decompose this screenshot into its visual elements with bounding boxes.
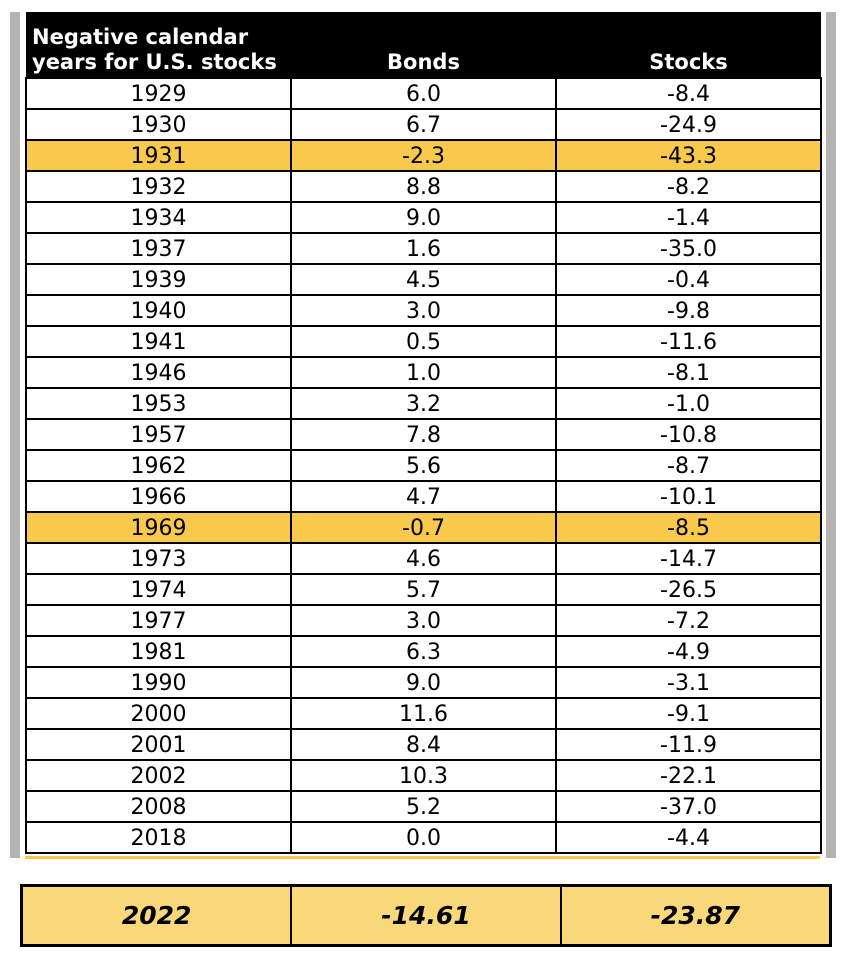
table-row: [26, 698, 821, 729]
header-line-1: Negative calendar: [32, 25, 249, 49]
bonds-cell: 4.5: [291, 264, 556, 295]
year-cell: 2002: [26, 760, 291, 791]
bonds-cell: 6.0: [291, 78, 556, 109]
year-cell: 1990: [26, 667, 291, 698]
table-row: [26, 264, 821, 295]
table-row: [26, 357, 821, 388]
stocks-cell: -0.4: [556, 264, 821, 295]
stocks-cell: -8.2: [556, 171, 821, 202]
table-row: [26, 760, 821, 791]
partial-highlight-row: [25, 856, 820, 859]
year-cell: 2001: [26, 729, 291, 760]
stocks-cell: -9.8: [556, 295, 821, 326]
returns-table: [25, 12, 822, 854]
bonds-cell: 4.7: [291, 481, 556, 512]
stocks-cell: -7.2: [556, 605, 821, 636]
stocks-cell: -37.0: [556, 791, 821, 822]
table-row-highlighted: [26, 140, 821, 171]
bonds-cell: 3.0: [291, 295, 556, 326]
stocks-cell: -35.0: [556, 233, 821, 264]
summary-year: 2022: [121, 901, 192, 930]
header-line-2: years for U.S. stocks: [32, 50, 277, 74]
table-row: [26, 543, 821, 574]
bonds-cell: 1.6: [291, 233, 556, 264]
bonds-cell: 6.3: [291, 636, 556, 667]
year-cell: 1937: [26, 233, 291, 264]
table-row: [26, 574, 821, 605]
table-row: [26, 388, 821, 419]
year-cell: 1931: [26, 140, 291, 171]
year-cell: 1941: [26, 326, 291, 357]
table-row: [26, 295, 821, 326]
header-bonds: Bonds: [291, 12, 556, 78]
table-row: [26, 481, 821, 512]
bonds-cell: -2.3: [291, 140, 556, 171]
stocks-cell: -43.3: [556, 140, 821, 171]
year-cell: 2018: [26, 822, 291, 853]
bonds-cell: 7.8: [291, 419, 556, 450]
bonds-cell: 1.0: [291, 357, 556, 388]
bonds-cell: 9.0: [291, 202, 556, 233]
year-cell: 1929: [26, 78, 291, 109]
left-border-bar: [10, 12, 20, 858]
bonds-cell: 5.6: [291, 450, 556, 481]
year-cell: 1939: [26, 264, 291, 295]
table-row: [26, 450, 821, 481]
year-cell: 1977: [26, 605, 291, 636]
table-row: [26, 636, 821, 667]
year-cell: 1969: [26, 512, 291, 543]
stocks-cell: -8.7: [556, 450, 821, 481]
table-row: [26, 109, 821, 140]
year-cell: 1962: [26, 450, 291, 481]
bonds-cell: 8.4: [291, 729, 556, 760]
summary-stocks: -23.87: [560, 887, 829, 944]
stocks-cell: -8.4: [556, 78, 821, 109]
year-cell: 1934: [26, 202, 291, 233]
year-cell: 2008: [26, 791, 291, 822]
table-row: [26, 202, 821, 233]
table-row: [26, 326, 821, 357]
bonds-cell: -0.7: [291, 512, 556, 543]
year-cell: 1974: [26, 574, 291, 605]
stocks-cell: -9.1: [556, 698, 821, 729]
header-stocks: Stocks: [556, 12, 821, 78]
year-cell: 1953: [26, 388, 291, 419]
year-cell: 1946: [26, 357, 291, 388]
bonds-cell: 0.0: [291, 822, 556, 853]
header-row: [26, 12, 821, 78]
table-row: [26, 822, 821, 853]
stocks-cell: -1.0: [556, 388, 821, 419]
bonds-cell: 3.2: [291, 388, 556, 419]
table-body: [26, 78, 821, 853]
stocks-cell: -3.1: [556, 667, 821, 698]
summary-bonds: -14.61: [290, 887, 559, 944]
table-row: [26, 233, 821, 264]
year-cell: 1957: [26, 419, 291, 450]
stocks-cell: -26.5: [556, 574, 821, 605]
right-border-bar: [826, 12, 836, 858]
bonds-cell: 11.6: [291, 698, 556, 729]
bonds-cell: 9.0: [291, 667, 556, 698]
header-negative-years: [26, 12, 291, 78]
table-header: [26, 12, 821, 78]
bonds-cell: 8.8: [291, 171, 556, 202]
summary-row-2022: [20, 884, 832, 947]
year-cell: 1940: [26, 295, 291, 326]
table-row: [26, 171, 821, 202]
bonds-cell: 6.7: [291, 109, 556, 140]
bonds-cell: 4.6: [291, 543, 556, 574]
bonds-cell: 5.7: [291, 574, 556, 605]
stocks-cell: -4.4: [556, 822, 821, 853]
stocks-cell: -8.5: [556, 512, 821, 543]
table-row: [26, 667, 821, 698]
stocks-cell: -1.4: [556, 202, 821, 233]
table-row: [26, 78, 821, 109]
stocks-cell: -10.8: [556, 419, 821, 450]
table-row-highlighted: [26, 512, 821, 543]
stocks-cell: -14.7: [556, 543, 821, 574]
returns-table-container: [25, 12, 820, 854]
year-cell: 1930: [26, 109, 291, 140]
bonds-cell: 5.2: [291, 791, 556, 822]
stocks-cell: -4.9: [556, 636, 821, 667]
year-cell: 1932: [26, 171, 291, 202]
table-row: [26, 791, 821, 822]
table-row: [26, 419, 821, 450]
table-row: [26, 605, 821, 636]
year-cell: 1966: [26, 481, 291, 512]
stocks-cell: -10.1: [556, 481, 821, 512]
bonds-cell: 10.3: [291, 760, 556, 791]
bonds-cell: 0.5: [291, 326, 556, 357]
stocks-cell: -11.6: [556, 326, 821, 357]
year-cell: 1973: [26, 543, 291, 574]
stocks-cell: -22.1: [556, 760, 821, 791]
stocks-cell: -8.1: [556, 357, 821, 388]
year-cell: 2000: [26, 698, 291, 729]
stocks-cell: -24.9: [556, 109, 821, 140]
stocks-cell: -11.9: [556, 729, 821, 760]
bonds-cell: 3.0: [291, 605, 556, 636]
table-row: [26, 729, 821, 760]
year-cell: 1981: [26, 636, 291, 667]
